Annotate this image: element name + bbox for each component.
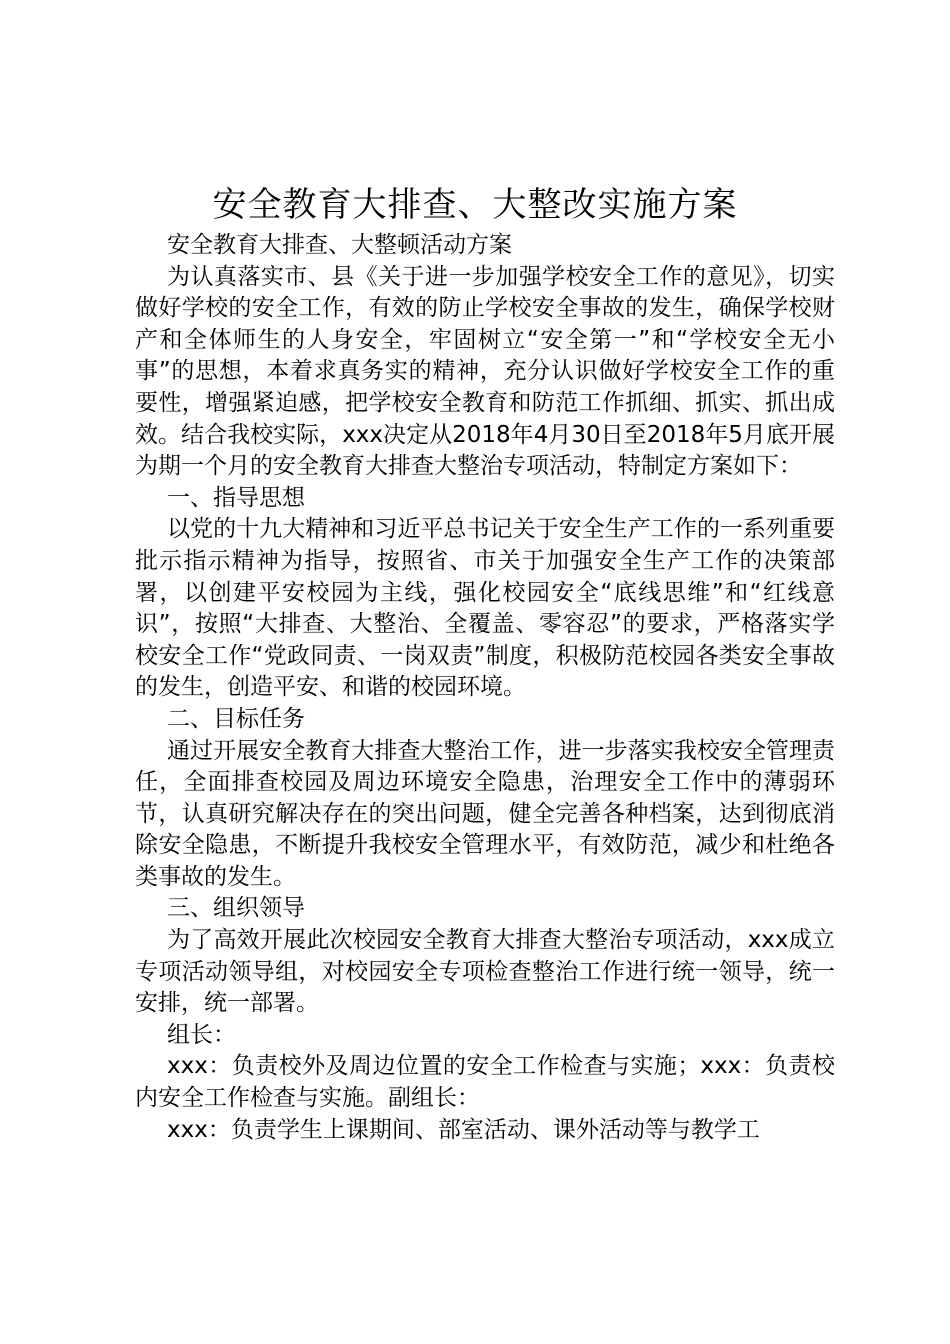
organization-paragraph: 为了高效开展此次校园安全教育大排查大整治专项活动，xxx成立专项活动领导组，对校园安全专项检查整治工作进行统一领导，统一安排，统一部署。 bbox=[135, 927, 835, 1017]
objectives-paragraph: 通过开展安全教育大排查大整治工作，进一步落实我校安全管理责任，全面排查校园及周边环境安全隐患，治理安全工作中的薄弱环节，认真研究解决存在的突出问题，健全完善各种档案，达到彻底消除安全隐患，不断提升我校安全管理水平，有效防范，减少和杜绝各类事故的发生。 bbox=[135, 737, 835, 890]
document-title: 安全教育大排查、大整改实施方案 bbox=[212, 185, 738, 225]
document-body bbox=[135, 230, 835, 1146]
section-heading-guiding-thought: 一、指导思想 bbox=[167, 484, 305, 511]
deputy-duties-paragraph: xxx：负责学生上课期间、部室活动、课外活动等与教学工 bbox=[167, 1116, 760, 1143]
section-heading-organization: 三、组织领导 bbox=[167, 895, 305, 922]
intro-paragraph: 为认真落实市、县《关于进一步加强学校安全工作的意见》，切实做好学校的安全工作，有效的防止学校安全事故的发生，确保学校财产和全体师生的人身安全，牢固树立“安全第一”和“学校安全无小事”的思想，本着求真务实的精神，充分认识做好学校安全工作的重要性，增强紧迫感，把学校安全教育和防范工作抓细、抓实、抓出成效。结合我校实际，xxx决定从2018年4月30日至2018年5月底开展为期一个月的安全教育大排查大整治专项活动，特制定方案如下： bbox=[135, 263, 835, 480]
section-heading-objectives: 二、目标任务 bbox=[167, 705, 305, 732]
guiding-thought-paragraph: 以党的十九大精神和习近平总书记关于安全生产工作的一系列重要批示指示精神为指导，按照省、市关于加强安全生产工作的决策部署，以创建平安校园为主线，强化校园安全“底线思维”和“红线意识”，按照“大排查、大整治、全覆盖、零容忍”的要求，严格落实学校安全工作“党政同责、一岗双责”制度，积极防范校园各类安全事故的发生，创造平安、和谐的校园环境。 bbox=[135, 516, 835, 701]
group-leader-label: 组长： bbox=[167, 1021, 236, 1048]
subtitle-paragraph: 安全教育大排查、大整顿活动方案 bbox=[167, 232, 512, 258]
leader-duties-paragraph: xxx：负责校外及周边位置的安全工作检查与实施；xxx：负责校内安全工作检查与实施。副组长： bbox=[135, 1053, 835, 1112]
